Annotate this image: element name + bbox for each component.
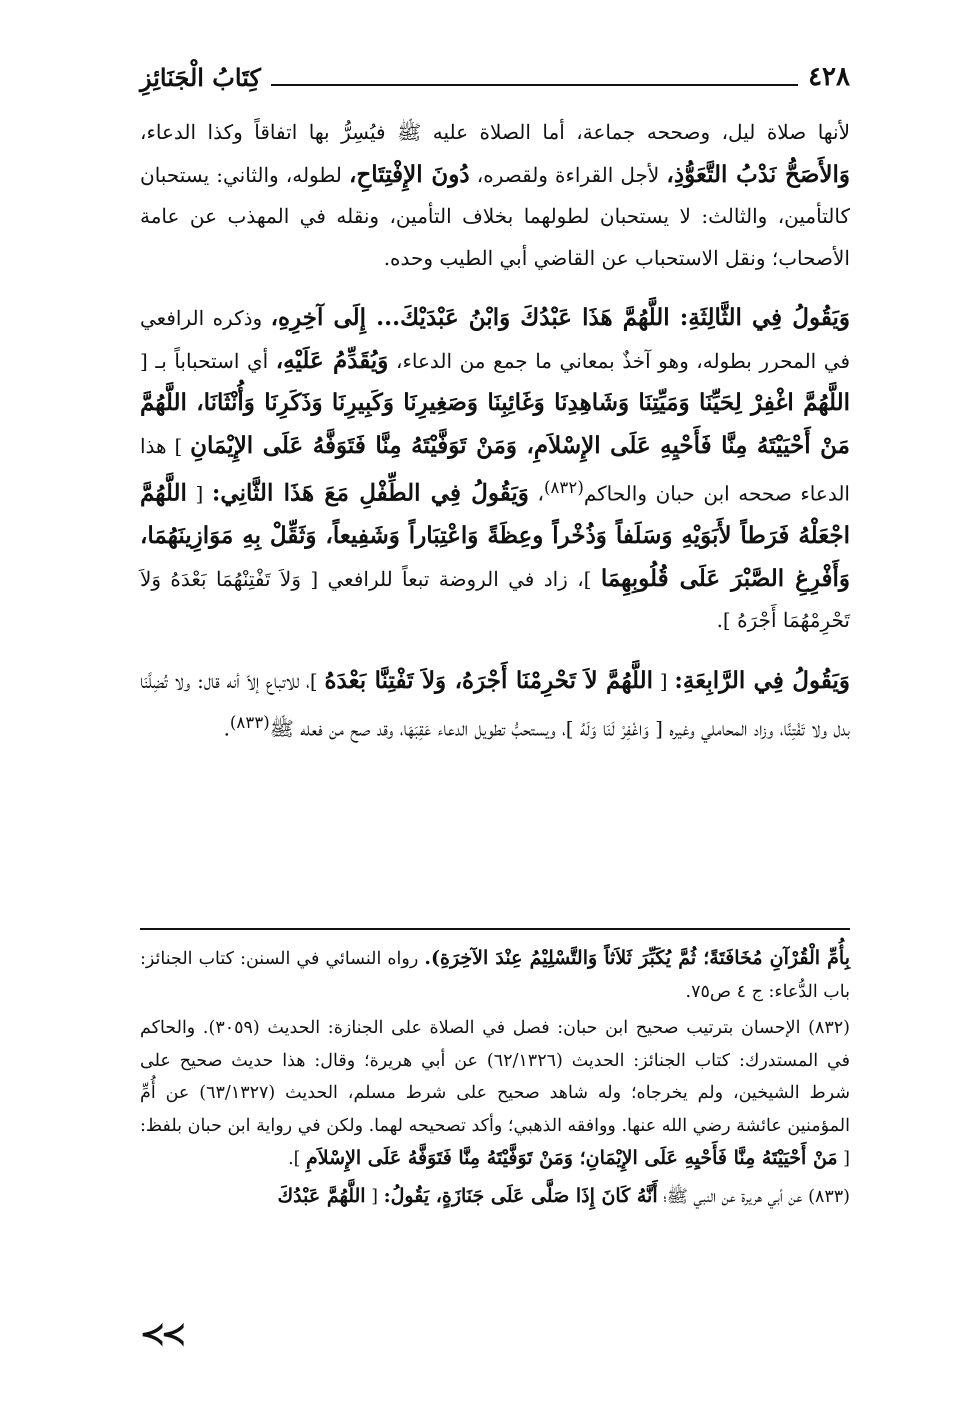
footnote-ref[interactable]: (٨٣٢)	[543, 478, 584, 497]
paragraph-2	[140, 297, 850, 642]
footnote-separator	[140, 928, 850, 930]
text-run: لطوله، والثاني: يستحبان كالتأمين، والثالث: لا يستحبان لطولهما بخلاف التأمين، ونقله في المهذب عن عامة الأصحاب؛ ونقل الاستحباب عن القاضي أبي الطيب وحده.	[140, 162, 850, 270]
hadith-text: بِأُمِّ الْقُرْآنِ مُخَافَتَةً؛ ثُمَّ يُكَبِّرَ ثَلاَثاً وَالتَّسْلِيْمُ عِنْدَ الآخِرَةِ).	[424, 947, 850, 969]
text-run: .	[223, 716, 230, 741]
hadith-text: مَنْ أَحْيَيْتَهُ مِنَّا فَأَحْيِهِ عَلَى الإِيْمَانِ؛ وَمَنْ تَوَفَّيْتَهُ مِنَّا فَتَوَفَّهُ عَلَى الإِسْلاَمِ	[306, 1147, 838, 1169]
text-run: الإحسان بترتيب صحيح ابن حبان: فصل في الصلاة على الجنازة: الحديث (٣٠٥٩). والحاكم في المستدرك: كتاب الجنائز: الحديث (٦٢/١٣٢٦) عن أبي هريرة؛ وقال: هذا حديث صحيح على شرط الشيخين، ولم يخرجاه؛ وله شاهد صحيح على شرط مسلم، الحديث (٦٣/١٣٢٧) عن أُمِّ المؤمنين عائشة رضي الله عنها. ووافقه الذهبي؛ وأكد تصحيحه لهما. ولكن في رواية ابن حبان بلفظ: [	[140, 1018, 850, 1169]
hadith-text: اللَّهُمَّ عَبْدُكَ	[277, 1184, 366, 1207]
text-run: [	[371, 1186, 378, 1207]
footnote-number: (٨٣٢)	[808, 1018, 850, 1038]
matn-text: اللَّهُمَّ اغْفِرْ لِحَيِّنَا وَمَيِّتِنَا وَشَاهِدِنَا وَغَائِبِنَا وَصَغِيرِنَا وَكَبِيرِنَا وَذَكَرِنَا وَأُنْثَانَا، اللَّهُمَّ مَنْ أَحْيَيْتَهُ مِنَّا فَأَحْيِهِ عَلَى الإِسْلاَمِ، وَمَنْ تَوَفَّيْتَهُ مِنَّا فَتَوَفَّهُ عَلَى الإِيْمَانِ	[140, 389, 850, 459]
page-header	[140, 50, 850, 94]
text-run: [	[195, 481, 204, 506]
footnote-number: (٨٣٣)	[808, 1186, 850, 1207]
footnotes	[140, 942, 850, 1217]
footnote-832	[140, 1012, 850, 1176]
text-run: ]، للاتباع إلاّ أنه قال: ولا تُضِلَّنَا بدل ولا تَفْتِنَّا، وزاد المحاملي وغيره [ وَاغْفِرْ لَنَا وَلَهُ ]، ويستحبُّ تطويل الدعاء عَقِبَهَا، وقد صح من فعله ﷺ	[140, 668, 850, 741]
footnote-833	[140, 1180, 850, 1214]
footnote-ref[interactable]: (٨٣٣)	[229, 713, 270, 733]
matn-text: وَالأَصَحُّ نَدْبُ التَّعَوُّذِ،	[666, 160, 851, 188]
page-number: ٤٢٨	[808, 62, 850, 92]
text-run: رواه النسائي في السنن: كتاب الجنائز: باب الدُّعاء: ج ٤ ص٧٥.	[140, 949, 850, 1002]
matn-text: وَيَقُولُ فِي الرَّابِعَةِ:	[674, 666, 851, 694]
text-run: عن أبي هريرة عن النبي ﷺ؛	[663, 1186, 803, 1207]
matn-text: اللَّهُمَّ اجْعَلْهُ فَرَطاً لأَبَوَيْهِ وَسَلَفاً وَذُخْراً وعِظَةً وَاعْتِبَاراً وَشَفِيعاً، وَثَقِّلْ بِهِ مَوَازِينَهُمَا، وَأَفْرِغِ الصَّبْرَ عَلَى قُلُوبِهِمَا	[140, 479, 851, 592]
footnote-continuation	[140, 942, 850, 1008]
text-run: أي استحباباً بـ [	[140, 348, 269, 373]
paragraph-3	[140, 660, 850, 751]
main-text	[140, 112, 850, 768]
book-title: كِتَابُ الْجَنَائِزِ	[140, 63, 261, 92]
text-run: ] هذا الدعاء صححه ابن حبان والحاكم	[140, 433, 850, 506]
text-run: وذكره الرافعي في المحرر بطوله، وهو آخذٌ بمعاني ما جمع من الدعاء،	[140, 306, 851, 373]
matn-text: وَيُقَدِّمُ عَلَيْهِ،	[275, 346, 389, 374]
matn-text: وَيَقُولُ فِي الطِّفْلِ مَعَ هَذَا الثَّانِي:	[211, 479, 529, 507]
text-run: [	[659, 668, 668, 693]
matn-text: اللَّهُمَّ لاَ تَحْرِمْنَا أَجْرَهُ، وَلاَ تَفْتِنَّا بَعْدَهُ	[324, 666, 653, 694]
hadith-text: أَنَّهُ كَانَ إِذَا صَلَّى عَلَى جَنَازَةٍ، يَقُولُ:	[383, 1184, 658, 1207]
matn-text: وَيَقُولُ فِي الثَّالِثَةِ: اللَّهُمَّ هَذَا عَبْدُكَ وَابْنُ عَبْدَيْكَ... إِلَى آخِرِهِ،	[270, 304, 850, 331]
paragraph-1	[140, 112, 850, 279]
text-run: لأنها صلاة ليل، وصححه جماعة، أما الصلاة عليه ﷺ فيُسِرُّ بها اتفاقاً وكذا الدعاء،	[140, 120, 850, 144]
text-run: ،	[537, 481, 544, 506]
text-run: ].	[288, 1149, 301, 1169]
continuation-mark: ≺≺	[140, 1317, 183, 1352]
text-run: لأجل القراءة ولقصره،	[476, 162, 660, 187]
matn-text: دُونَ الإِفْتِتَاحِ،	[349, 160, 470, 188]
text-run: ]، زاد في الروضة تبعاً للرافعي [ وَلاَ تَفْتِنْهُمَا بَعْدَهُ وَلاَ تَحْرِمْهُمَا أَجْرَهُ ].	[140, 566, 850, 633]
header-rule	[271, 84, 798, 86]
